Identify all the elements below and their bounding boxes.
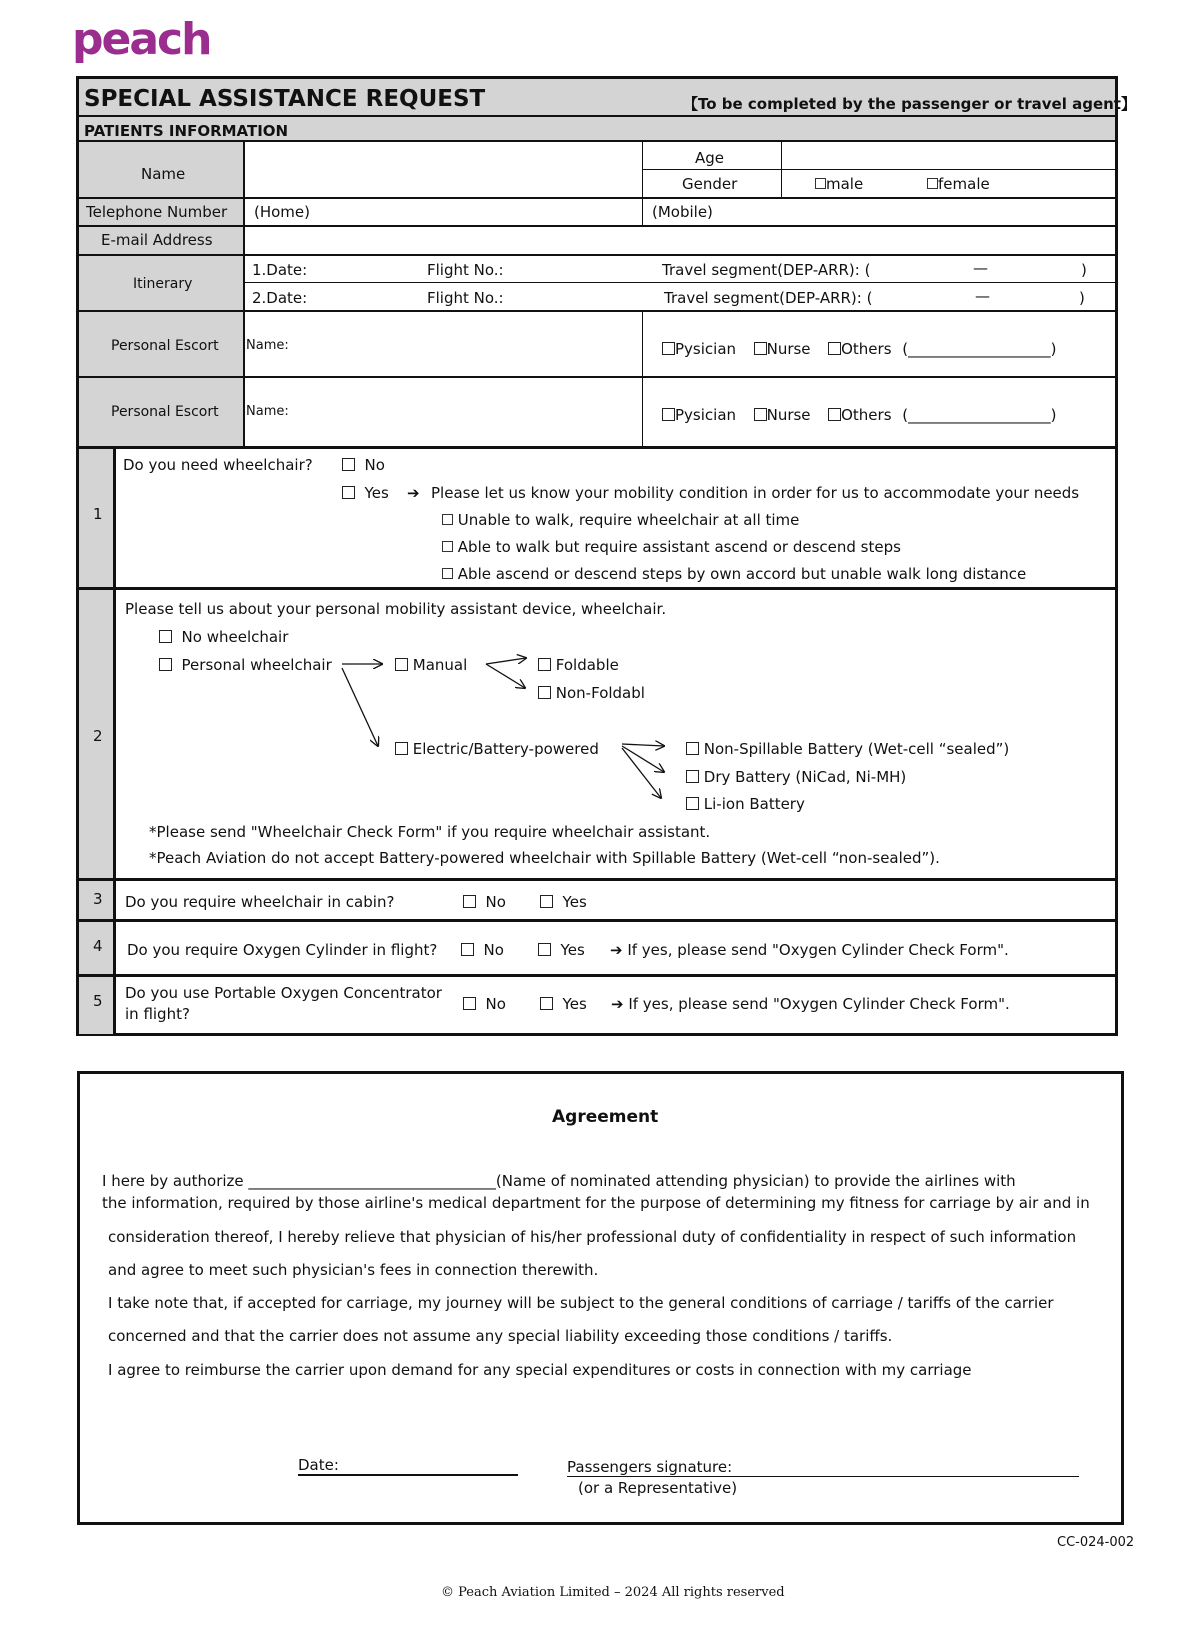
no-label: No	[485, 995, 506, 1013]
agreement-line-1: I here by authorize _________________________________(Name of nominated attending physician) to provide the airlines with	[102, 1172, 1016, 1190]
q4-note: ➔ If yes, please send "Oxygen Cylinder Check Form".	[610, 941, 1009, 959]
agreement-title: Agreement	[552, 1107, 659, 1127]
agreement-line-3: consideration thereof, I hereby relieve that physician of his/her professional duty of confidentiality in respect of such information	[108, 1228, 1077, 1246]
checkbox-yes[interactable]	[538, 943, 551, 956]
agreement-line-4: and agree to meet such physician's fees in connection therewith.	[108, 1261, 599, 1279]
name-label: Name	[141, 165, 186, 183]
others-field[interactable]: (___________________)	[902, 406, 1057, 424]
q1-yes-note: Please let us know your mobility condition in order for us to accommodate your needs	[431, 484, 1080, 502]
q2-note-1: *Please send "Wheelchair Check Form" if you require wheelchair assistant.	[149, 823, 711, 841]
q5-note: ➔ If yes, please send "Oxygen Cylinder Check Form".	[611, 995, 1010, 1013]
q3-number: 3	[93, 890, 103, 908]
form-note: 【To be completed by the passenger or travel agent】	[683, 95, 1136, 113]
q3-no-option[interactable]	[463, 893, 506, 911]
physician-label: Pysician	[675, 340, 737, 358]
q4-number: 4	[93, 937, 103, 955]
gender-label: Gender	[682, 175, 738, 193]
itinerary-1-segment[interactable]: Travel segment(DEP-ARR): (	[662, 261, 871, 279]
telephone-label: Telephone Number	[86, 203, 228, 221]
q5-no-option[interactable]	[463, 995, 506, 1013]
date-label: Date:	[298, 1456, 339, 1474]
checkbox-yes[interactable]	[540, 895, 553, 908]
dash: —	[973, 259, 988, 277]
checkbox-no[interactable]	[461, 943, 474, 956]
agreement-line-2: the information, required by those airline's medical department for the purpose of determining my fitness for carriage by air and in	[102, 1194, 1090, 1212]
escort-2-name-field[interactable]: Name:	[246, 404, 289, 419]
others-label: Others	[841, 340, 892, 358]
option-label: Foldable	[555, 656, 619, 674]
close-paren: )	[1081, 261, 1087, 279]
physician-label: Pysician	[675, 406, 737, 424]
agreement-line-6: concerned and that the carrier does not assume any special liability exceeding those conditions / tariffs.	[108, 1327, 893, 1345]
mobile-phone-field[interactable]: (Mobile)	[652, 203, 713, 221]
q2-intro: Please tell us about your personal mobility assistant device, wheelchair.	[125, 600, 667, 618]
representative-label: (or a Representative)	[578, 1479, 738, 1497]
no-label: No	[483, 941, 504, 959]
option-label: Unable to walk, require wheelchair at all time	[457, 511, 800, 529]
date-field[interactable]	[298, 1474, 518, 1476]
form-code: CC-024-002	[1057, 1535, 1135, 1550]
email-label: E-mail Address	[101, 231, 213, 249]
itinerary-1-date[interactable]: 1.Date:	[252, 261, 308, 279]
peach-logo: peach	[72, 14, 211, 65]
others-field[interactable]: (___________________)	[902, 340, 1057, 358]
signature-label: Passengers signature:	[567, 1458, 733, 1476]
option-label: Personal wheelchair	[181, 656, 332, 674]
escort-1-name-field[interactable]: Name:	[246, 338, 289, 353]
q5-question-line1: Do you use Portable Oxygen Concentrator	[125, 984, 442, 1002]
option-label: Dry Battery (NiCad, Ni-MH)	[703, 768, 907, 786]
option-label: Able to walk but require assistant ascend or descend steps	[457, 538, 901, 556]
option-label: Manual	[412, 656, 468, 674]
q1-question: Do you need wheelchair?	[123, 456, 313, 474]
q5-question-line2: in flight?	[125, 1005, 190, 1023]
q5-yes-option[interactable]	[540, 995, 587, 1013]
male-label: male	[826, 175, 864, 193]
option-label: Non-Foldabl	[555, 684, 645, 702]
itinerary-label: Itinerary	[133, 276, 193, 292]
arrow-to-non-spillable	[622, 744, 664, 746]
yes-label: Yes	[562, 893, 587, 911]
no-label: No	[364, 456, 385, 474]
escort-2-label: Personal Escort	[111, 404, 219, 420]
q4-no-option[interactable]	[461, 941, 504, 959]
female-label: female	[938, 175, 990, 193]
arrow-to-li-ion	[622, 748, 661, 798]
yes-label: Yes	[364, 484, 389, 502]
q2-number: 2	[93, 727, 103, 745]
no-label: No	[485, 893, 506, 911]
itinerary-2-segment[interactable]: Travel segment(DEP-ARR): (	[664, 289, 873, 307]
yes-label: Yes	[562, 995, 587, 1013]
itinerary-2-date[interactable]: 2.Date:	[252, 289, 308, 307]
nurse-label: Nurse	[766, 340, 811, 358]
q1-number: 1	[93, 505, 103, 523]
q4-yes-option[interactable]	[538, 941, 585, 959]
option-label: Able ascend or descend steps by own accord but unable walk long distance	[457, 565, 1027, 583]
option-label: Non-Spillable Battery (Wet-cell “sealed”)	[703, 740, 1010, 758]
option-label: No wheelchair	[181, 628, 289, 646]
q5-number: 5	[93, 992, 103, 1010]
checkbox-no[interactable]	[463, 895, 476, 908]
q3-yes-option[interactable]	[540, 893, 587, 911]
yes-label: Yes	[560, 941, 585, 959]
copyright: © Peach Aviation Limited – 2024 All rights reserved	[441, 1585, 785, 1600]
itinerary-2-flight[interactable]: Flight No.:	[427, 289, 504, 307]
form-title: SPECIAL ASSISTANCE REQUEST	[84, 86, 486, 112]
arrow-to-electric	[342, 668, 378, 746]
agreement-line-5: I take note that, if accepted for carriage, my journey will be subject to the general conditions of carriage / tariffs of the carrier	[108, 1294, 1054, 1312]
itinerary-1-flight[interactable]: Flight No.:	[427, 261, 504, 279]
option-label: Li-ion Battery	[703, 795, 805, 813]
nurse-label: Nurse	[766, 406, 811, 424]
arrow-to-dry	[622, 746, 664, 772]
q3-question: Do you require wheelchair in cabin?	[125, 893, 395, 911]
option-label: Electric/Battery-powered	[412, 740, 599, 758]
q2-note-2: *Peach Aviation do not accept Battery-powered wheelchair with Spillable Battery (Wet-cell “non-sealed”).	[149, 849, 940, 867]
arrow-icon: ➔	[407, 484, 420, 502]
arrow-to-non-foldable	[486, 664, 525, 688]
agreement-line-7: I agree to reimburse the carrier upon demand for any special expenditures or costs in connection with my carriage	[108, 1361, 972, 1379]
close-paren: )	[1079, 289, 1085, 307]
checkbox-yes[interactable]	[540, 997, 553, 1010]
checkbox-no[interactable]	[463, 997, 476, 1010]
home-phone-field[interactable]: (Home)	[254, 203, 311, 221]
section-title: PATIENTS INFORMATION	[84, 122, 289, 140]
dash: —	[975, 287, 990, 305]
signature-field[interactable]	[567, 1476, 1079, 1477]
escort-1-label: Personal Escort	[111, 338, 219, 354]
arrow-to-foldable	[486, 658, 526, 664]
q4-question: Do you require Oxygen Cylinder in flight?	[127, 941, 438, 959]
age-label: Age	[695, 149, 725, 167]
others-label: Others	[841, 406, 892, 424]
